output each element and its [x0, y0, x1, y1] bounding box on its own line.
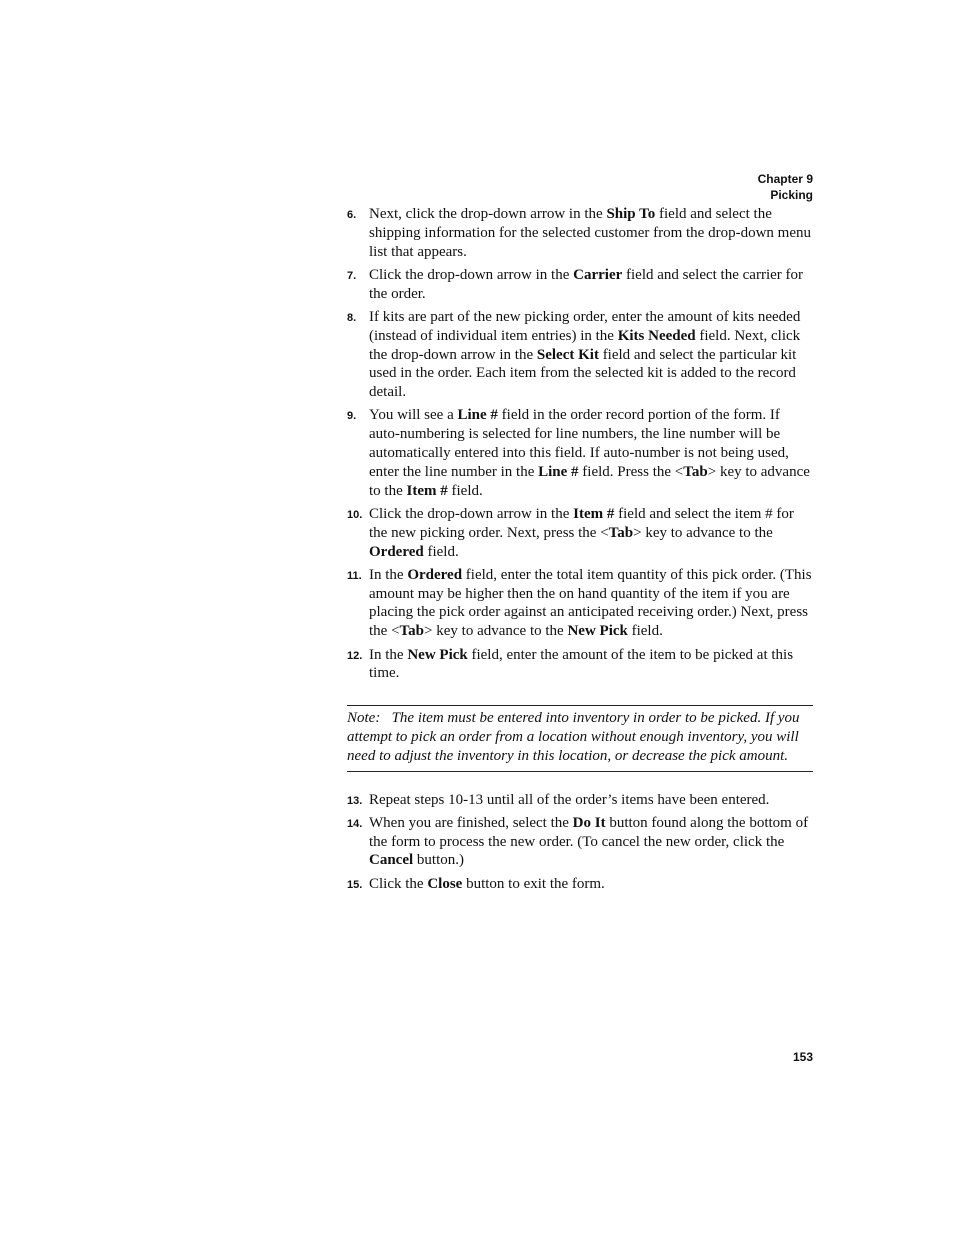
step-item: [347, 205, 813, 261]
step-item: [347, 266, 813, 304]
step-text: Repeat steps 10-13 until all of the order’s items have been entered.: [369, 791, 770, 808]
step-item: [347, 566, 813, 641]
step-text: In the Ordered field, enter the total item quantity of this pick order. (This amount may be higher then the on hand quantity of the item if you are placing the pick order against an anticipated receiving order.) Next, press the <Tab> key to advance to the New Pick field.: [369, 566, 812, 640]
step-list-first: [347, 205, 813, 683]
chapter-label: Chapter 9: [757, 172, 813, 186]
step-number: 6.: [347, 209, 357, 221]
step-number: 12.: [347, 649, 363, 662]
step-number: 8.: [347, 311, 357, 324]
step-text: Next, click the drop-down arrow in the Ship To field and select the shipping information for the selected customer from the drop-down menu list that appears.: [369, 206, 811, 260]
step-number: 9.: [347, 410, 357, 423]
step-text: You will see a Line # field in the order record portion of the form. If auto-numbering is selected for line numbers, the line number will be automatically entered into this field. If auto-number is not being used, enter the line number in the Line # field. Press the <Tab> key to advance to the Item # field.: [369, 407, 810, 499]
step-text: Click the drop-down arrow in the Carrier field and select the carrier for the order.: [369, 266, 803, 302]
running-header: [758, 171, 813, 203]
step-text: When you are finished, select the Do It button found along the bottom of the form to process the new order. (To cancel the new order, click the Cancel button.): [369, 814, 809, 869]
page-body: [347, 205, 813, 898]
step-number: 11.: [347, 569, 362, 582]
step-text: If kits are part of the new picking order, enter the amount of kits needed (instead of individual item entries) in the Kits Needed field. Next, click the drop-down arrow in the Select Kit field and select the particular kit used in the order. Each item from the selected kit is added to the record detail.: [369, 308, 801, 401]
step-item: [347, 875, 813, 894]
step-text: Click the Close button to exit the form.: [369, 875, 605, 892]
step-item: [347, 505, 813, 561]
step-item: [347, 308, 813, 402]
step-item: [347, 791, 813, 810]
step-item: [347, 406, 813, 500]
step-number: 10.: [347, 508, 363, 521]
note-box: Note: The item must be entered into inventory in order to be picked. If you attempt to pick an order from a location without enough inventory, you will need to adjust the inventory in this location, or decrease the pick amount.: [347, 705, 813, 771]
step-item: [347, 814, 813, 870]
step-number: 14.: [347, 817, 363, 830]
section-label: Picking: [770, 188, 813, 202]
page-number: 153: [792, 1050, 813, 1064]
step-item: [347, 646, 813, 684]
step-text: Click the drop-down arrow in the Item # field and select the item # for the new picking order. Next, press the <Tab> key to advance to the Ordered field.: [369, 505, 794, 560]
step-number: 15.: [347, 878, 363, 891]
step-number: 7.: [347, 269, 357, 282]
step-number: 13.: [347, 794, 363, 807]
step-text: In the New Pick field, enter the amount of the item to be picked at this time.: [369, 646, 794, 682]
step-list-second: [347, 791, 813, 894]
